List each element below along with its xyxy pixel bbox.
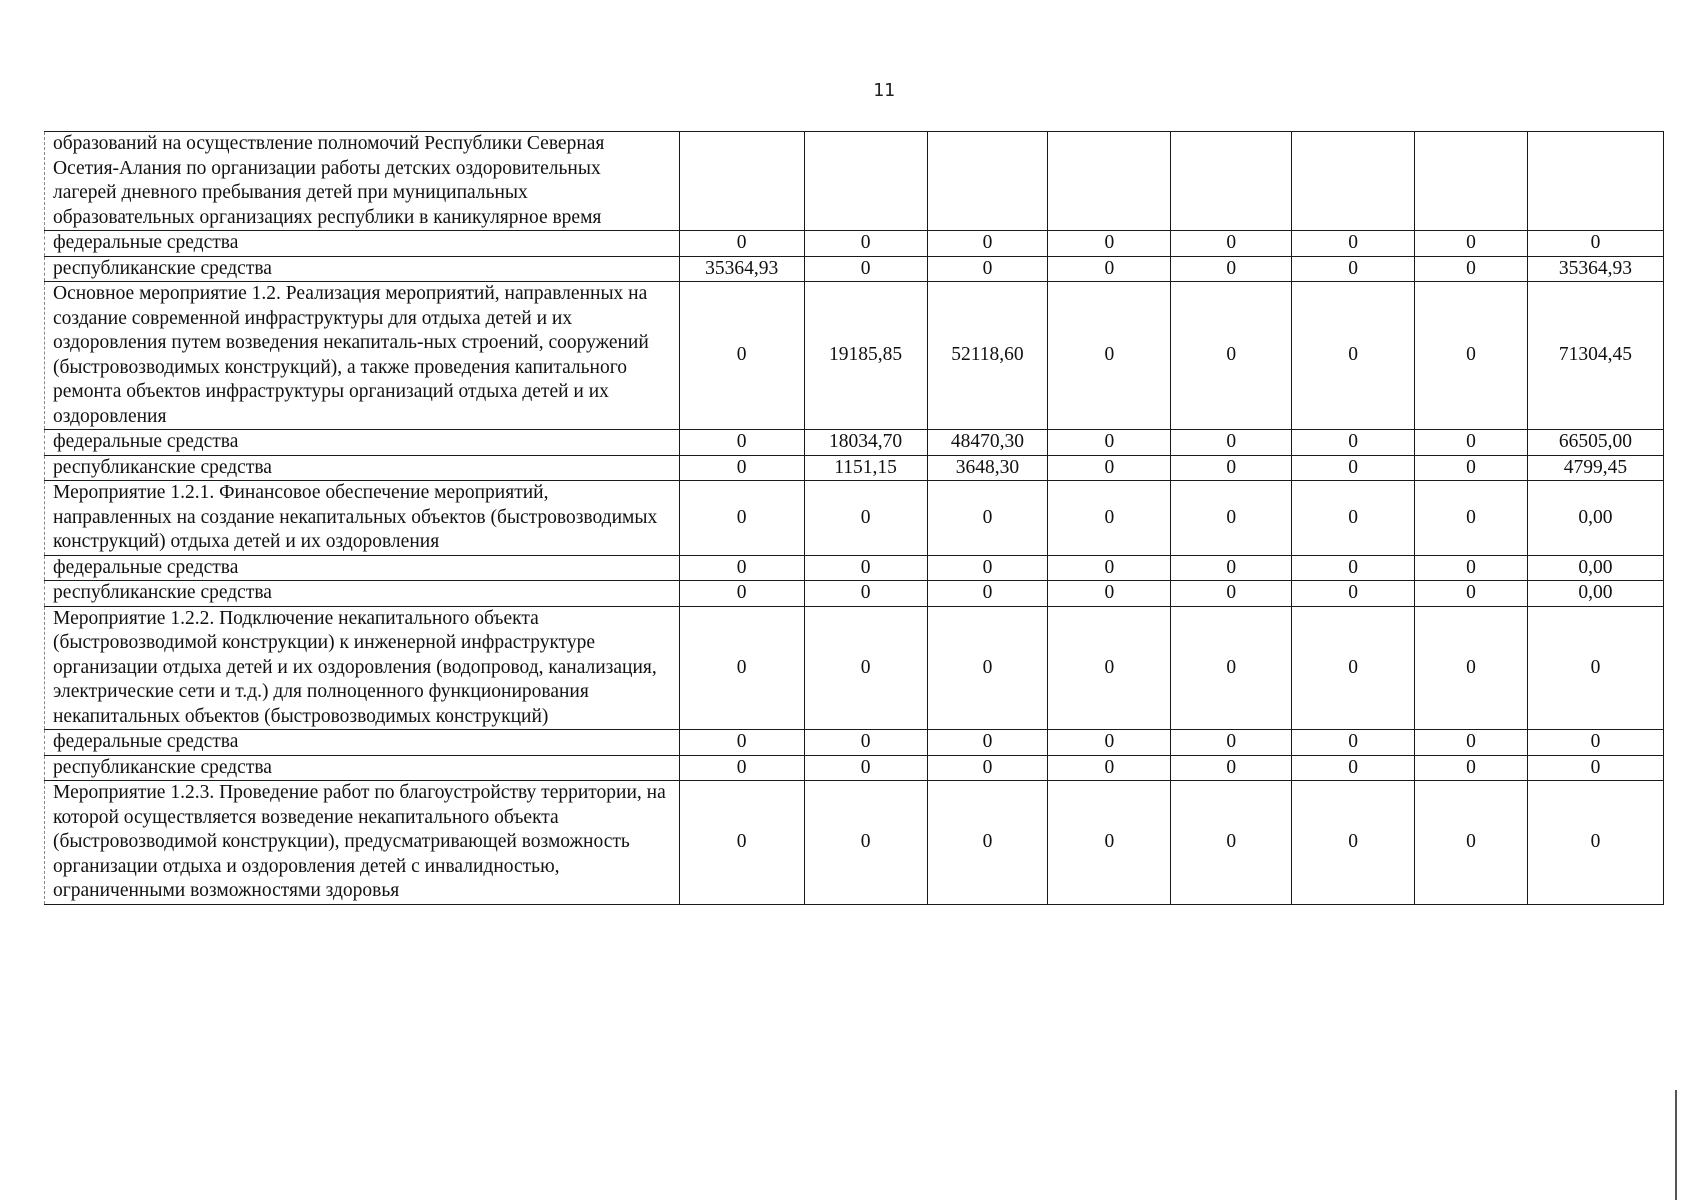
- row-value-cell: [927, 132, 1048, 231]
- row-value-cell: 0: [1171, 606, 1292, 730]
- row-value-cell: 0: [1415, 430, 1528, 456]
- row-value-cell: 0: [1048, 231, 1171, 257]
- row-value-cell: 0: [1171, 231, 1292, 257]
- row-value-cell: 0: [679, 481, 804, 556]
- row-value-cell: 0: [1048, 282, 1171, 430]
- row-value-cell: 1151,15: [804, 455, 927, 481]
- row-value-cell: 0: [1292, 606, 1415, 730]
- table-row-funding-source: [45, 256, 1664, 282]
- row-value-cell: 0: [679, 231, 804, 257]
- row-total-cell: 0: [1527, 606, 1663, 730]
- row-value-cell: 0: [1048, 581, 1171, 607]
- table-row-measure: [45, 282, 1664, 430]
- row-value-cell: 0: [679, 555, 804, 581]
- row-value-cell: 18034,70: [804, 430, 927, 456]
- row-description: Мероприятие 1.2.1. Финансовое обеспечение мероприятий, направленных на создание некапитальных объектов (быстровозводимых конструкций) отдыха детей и их оздоровления: [45, 481, 680, 556]
- row-total-cell: 0: [1527, 231, 1663, 257]
- row-value-cell: 0: [927, 606, 1048, 730]
- row-value-cell: 0: [1171, 730, 1292, 756]
- row-value-cell: 0: [1048, 256, 1171, 282]
- row-value-cell: [1171, 132, 1292, 231]
- row-value-cell: 0: [1415, 781, 1528, 905]
- row-value-cell: 0: [927, 730, 1048, 756]
- row-value-cell: 0: [1048, 606, 1171, 730]
- row-total-cell: 4799,45: [1527, 455, 1663, 481]
- row-description: республиканские средства: [45, 455, 680, 481]
- row-value-cell: 0: [1292, 430, 1415, 456]
- row-description: образований на осуществление полномочий Республики Северная Осетия-Алания по организации работы детских оздоровительных лагерей дневного пребывания детей при муниципальных образовательных организациях республики в каникулярное время: [45, 132, 680, 231]
- row-value-cell: 0: [1292, 481, 1415, 556]
- table-row-funding-source: [45, 755, 1664, 781]
- row-value-cell: 0: [1292, 231, 1415, 257]
- row-value-cell: 0: [927, 481, 1048, 556]
- row-value-cell: 0: [1171, 755, 1292, 781]
- row-value-cell: 0: [1048, 481, 1171, 556]
- row-value-cell: 0: [679, 581, 804, 607]
- row-value-cell: 0: [679, 755, 804, 781]
- row-value-cell: 19185,85: [804, 282, 927, 430]
- row-value-cell: 0: [1415, 256, 1528, 282]
- page-number: 11: [873, 80, 895, 101]
- row-value-cell: 0: [1415, 455, 1528, 481]
- table-row-funding-source: [45, 555, 1664, 581]
- row-total-cell: 0: [1527, 781, 1663, 905]
- row-total-cell: 71304,45: [1527, 282, 1663, 430]
- row-value-cell: 0: [1171, 430, 1292, 456]
- row-value-cell: 0: [1048, 430, 1171, 456]
- row-value-cell: 0: [1292, 282, 1415, 430]
- row-value-cell: [1292, 132, 1415, 231]
- row-total-cell: 0: [1527, 755, 1663, 781]
- row-value-cell: 0: [804, 781, 927, 905]
- row-value-cell: 0: [804, 256, 927, 282]
- row-value-cell: 0: [1171, 455, 1292, 481]
- row-value-cell: 0: [1048, 781, 1171, 905]
- row-value-cell: 0: [679, 730, 804, 756]
- row-value-cell: 0: [1171, 781, 1292, 905]
- scan-edge-mark: [1675, 1090, 1677, 1200]
- row-value-cell: 0: [927, 256, 1048, 282]
- row-value-cell: 0: [1171, 256, 1292, 282]
- row-value-cell: 0: [804, 581, 927, 607]
- table-row-funding-source: [45, 231, 1664, 257]
- row-value-cell: 0: [1415, 755, 1528, 781]
- budget-table-body: [45, 132, 1664, 905]
- table-row-funding-source: [45, 730, 1664, 756]
- row-value-cell: 0: [1171, 555, 1292, 581]
- row-value-cell: 0: [1415, 606, 1528, 730]
- row-value-cell: 0: [1415, 282, 1528, 430]
- table-row-measure: [45, 132, 1664, 231]
- row-value-cell: 0: [1292, 781, 1415, 905]
- row-value-cell: 0: [1048, 730, 1171, 756]
- row-description: республиканские средства: [45, 256, 680, 282]
- row-value-cell: 48470,30: [927, 430, 1048, 456]
- row-value-cell: 0: [927, 581, 1048, 607]
- row-value-cell: 0: [679, 606, 804, 730]
- row-value-cell: 3648,30: [927, 455, 1048, 481]
- row-total-cell: 0,00: [1527, 555, 1663, 581]
- row-value-cell: 0: [1415, 730, 1528, 756]
- row-total-cell: 66505,00: [1527, 430, 1663, 456]
- row-value-cell: [679, 132, 804, 231]
- row-value-cell: 0: [1048, 755, 1171, 781]
- row-value-cell: 0: [1292, 755, 1415, 781]
- row-description: Мероприятие 1.2.2. Подключение некапитального объекта (быстровозводимой конструкции) к инженерной инфраструктуре организации отдыха детей и их оздоровления (водопровод, канализация, электрические сети и т.д.) для полноценного функционирования некапитальных объектов (быстровозводимых конструкций): [45, 606, 680, 730]
- row-value-cell: 0: [679, 455, 804, 481]
- row-value-cell: 0: [1415, 481, 1528, 556]
- row-description: Мероприятие 1.2.3. Проведение работ по благоустройству территории, на которой осуществляется возведение некапитального объекта (быстровозводимой конструкции), предусматривающей возможность организации отдыха и оздоровления детей с инвалидностью, ограниченными возможностями здоровья: [45, 781, 680, 905]
- row-description: Основное мероприятие 1.2. Реализация мероприятий, направленных на создание современной инфраструктуры для отдыха детей и их оздоровления путем возведения некапиталь-ных строений, сооружений (быстровозводимых конструкций), а также проведения капитального ремонта объектов инфраструктуры организаций отдыха детей и их оздоровления: [45, 282, 680, 430]
- row-value-cell: 0: [804, 481, 927, 556]
- row-value-cell: 0: [1292, 730, 1415, 756]
- row-total-cell: 0,00: [1527, 481, 1663, 556]
- row-value-cell: 35364,93: [679, 256, 804, 282]
- row-value-cell: 0: [927, 781, 1048, 905]
- row-total-cell: [1527, 132, 1663, 231]
- row-value-cell: 0: [804, 555, 927, 581]
- row-total-cell: 35364,93: [1527, 256, 1663, 282]
- row-value-cell: [1048, 132, 1171, 231]
- row-description: федеральные средства: [45, 730, 680, 756]
- row-value-cell: 52118,60: [927, 282, 1048, 430]
- row-value-cell: 0: [679, 781, 804, 905]
- table-row-measure: [45, 781, 1664, 905]
- row-value-cell: 0: [1292, 256, 1415, 282]
- row-value-cell: 0: [1292, 455, 1415, 481]
- row-value-cell: 0: [927, 555, 1048, 581]
- row-value-cell: 0: [804, 730, 927, 756]
- row-value-cell: 0: [1292, 581, 1415, 607]
- row-description: федеральные средства: [45, 231, 680, 257]
- row-total-cell: 0: [1527, 730, 1663, 756]
- row-description: федеральные средства: [45, 430, 680, 456]
- table-row-funding-source: [45, 455, 1664, 481]
- table-row-funding-source: [45, 581, 1664, 607]
- table-row-measure: [45, 481, 1664, 556]
- row-value-cell: 0: [1171, 481, 1292, 556]
- row-value-cell: 0: [1048, 555, 1171, 581]
- row-total-cell: 0,00: [1527, 581, 1663, 607]
- row-value-cell: [804, 132, 927, 231]
- row-value-cell: 0: [1048, 455, 1171, 481]
- row-value-cell: 0: [1415, 555, 1528, 581]
- row-value-cell: 0: [1415, 231, 1528, 257]
- row-value-cell: 0: [1171, 581, 1292, 607]
- budget-table: [44, 131, 1664, 905]
- table-row-funding-source: [45, 430, 1664, 456]
- row-value-cell: 0: [927, 755, 1048, 781]
- row-value-cell: 0: [804, 231, 927, 257]
- row-value-cell: 0: [679, 430, 804, 456]
- row-value-cell: 0: [1292, 555, 1415, 581]
- row-value-cell: 0: [1415, 581, 1528, 607]
- row-description: республиканские средства: [45, 755, 680, 781]
- row-value-cell: 0: [804, 755, 927, 781]
- row-value-cell: 0: [804, 606, 927, 730]
- row-value-cell: 0: [679, 282, 804, 430]
- row-description: федеральные средства: [45, 555, 680, 581]
- row-value-cell: 0: [1171, 282, 1292, 430]
- row-value-cell: [1415, 132, 1528, 231]
- table-row-measure: [45, 606, 1664, 730]
- row-description: республиканские средства: [45, 581, 680, 607]
- row-value-cell: 0: [927, 231, 1048, 257]
